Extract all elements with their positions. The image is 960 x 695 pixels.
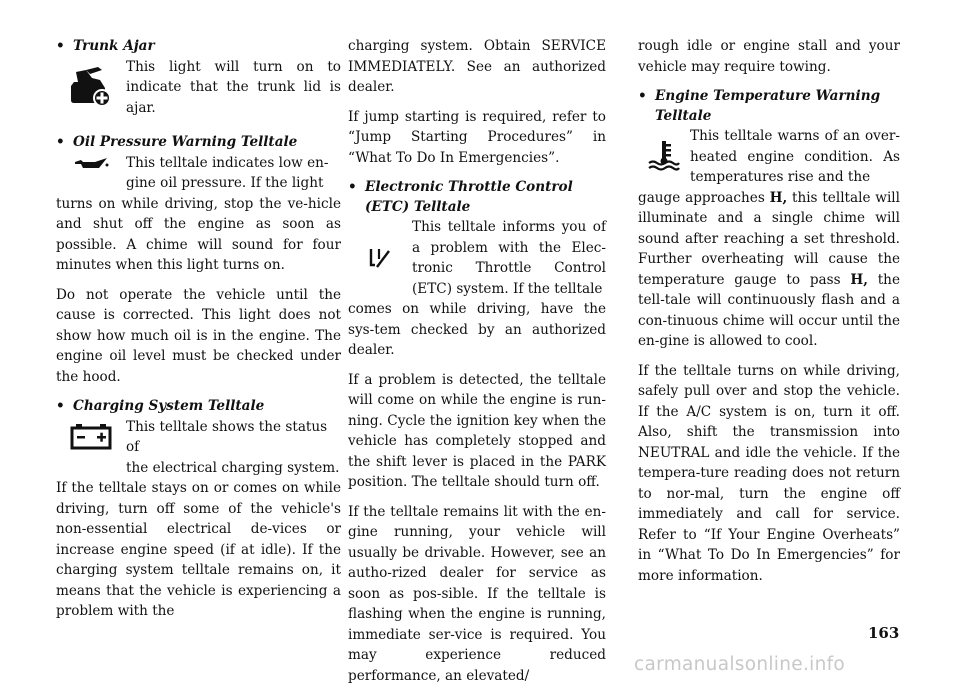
trunk-ajar-heading: • Trunk Ajar <box>56 38 155 54</box>
etc-para3: If the telltale remains lit with the en-gine running, your vehicle will usually be drivable. However, see an autho-rized dealer for service as soon as pos-sible. If the telltale is flashing when the engine is running, immediate ser-vice is required. You may experience reduced performance, an elevated/ <box>348 503 606 684</box>
charging-line-1: This telltale shows the status of <box>126 418 328 455</box>
column-3 <box>638 36 900 595</box>
charging-line-2: the electrical charging system. <box>126 459 340 476</box>
oil-pressure-block <box>56 153 341 194</box>
column-1 <box>56 36 341 631</box>
etc-heading: • Electronic Throttle Control <box>348 179 573 195</box>
column-2 <box>348 36 606 695</box>
oil-line-1: This telltale indicates low en- <box>126 154 329 171</box>
trunk-ajar-block <box>56 57 341 119</box>
etc-continued: rough idle or engine stall and your vehicle may require towing. <box>638 38 900 75</box>
jump-start-text: If jump starting is required, refer to “Jump Starting Procedures” in “What To Do In Emergencies”. <box>348 108 606 166</box>
oil-pressure-text: turns on while driving, stop the ve-hicle and shut off the engine as soon as possible. A chime will sound for four minutes when this light turns on. <box>56 195 341 273</box>
coolant-temp-icon <box>638 126 690 186</box>
charging-heading: • Charging System Telltale <box>56 398 265 414</box>
engine-temp-text: gauge approaches H, this telltale will illuminate and a single chime will sound after reaching a set threshold. Further overheating will cause the temperature gauge to pass H, the tell-tale will continuously flash and a con-tinuous chime will occur until the en-gine is allowed to cool. <box>638 189 900 349</box>
trunk-ajar-text: This light will turn on to indicate that the trunk lid is ajar. <box>126 58 341 116</box>
trunk-open-icon <box>56 57 126 117</box>
oil-can-icon <box>56 153 126 175</box>
charging-continued: charging system. Obtain SERVICE IMMEDIATELY. See an authorized dealer. <box>348 38 606 95</box>
etc-block <box>348 217 606 299</box>
engine-temp-hang-text: This telltale warns of an over-heated engine condition. As temperatures rise and the <box>690 128 900 185</box>
engine-temp-heading: • Engine Temperature Warning <box>638 88 881 104</box>
throttle-icon <box>348 217 412 299</box>
charging-text: If the telltale stays on or comes on while driving, turn off some of the vehicle's non-essential electrical de-vices or increase engine speed (if at idle). If the charging system telltale remains on, it means that the vehicle is experiencing a problem with the <box>56 480 341 619</box>
page-number: 163 <box>868 624 900 642</box>
watermark: carmanualsonline.info <box>634 654 846 675</box>
charging-block <box>56 417 341 479</box>
battery-icon <box>56 417 126 457</box>
engine-temp-block <box>638 126 900 188</box>
oil-line-2: gine oil pressure. If the light <box>126 175 324 191</box>
oil-pressure-heading: • Oil Pressure Warning Telltale <box>56 134 298 150</box>
etc-text: comes on while driving, have the sys-tem checked by an authorized dealer. <box>348 301 606 358</box>
engine-temp-heading-line2: Telltale <box>655 107 712 124</box>
etc-hang-text: This telltale informs you of a problem with the Elec-tronic Throttle Control (ETC) system. If the telltale <box>412 219 606 297</box>
oil-pressure-para2: Do not operate the vehicle until the cause is corrected. This light does not show how much oil is in the engine. The engine oil level must be checked under the hood. <box>56 286 341 385</box>
etc-heading-line2: (ETC) Telltale <box>365 198 471 215</box>
engine-temp-para2: If the telltale turns on while driving, safely pull over and stop the vehicle. If the A/C system is on, turn it off. Also, shift the transmission into NEUTRAL and idle the vehicle. If the tempera-ture reading does not return to nor-mal, turn the engine off immediately and call for service. Refer to “If Your Engine Overheats” in “What To Do In Emergencies” for more information. <box>638 362 900 584</box>
etc-para2: If a problem is detected, the telltale will come on while the engine is run-ning. Cycle the ignition key when the vehicle has completely stopped and the shift lever is placed in the PARK position. The telltale should turn off. <box>348 371 606 490</box>
